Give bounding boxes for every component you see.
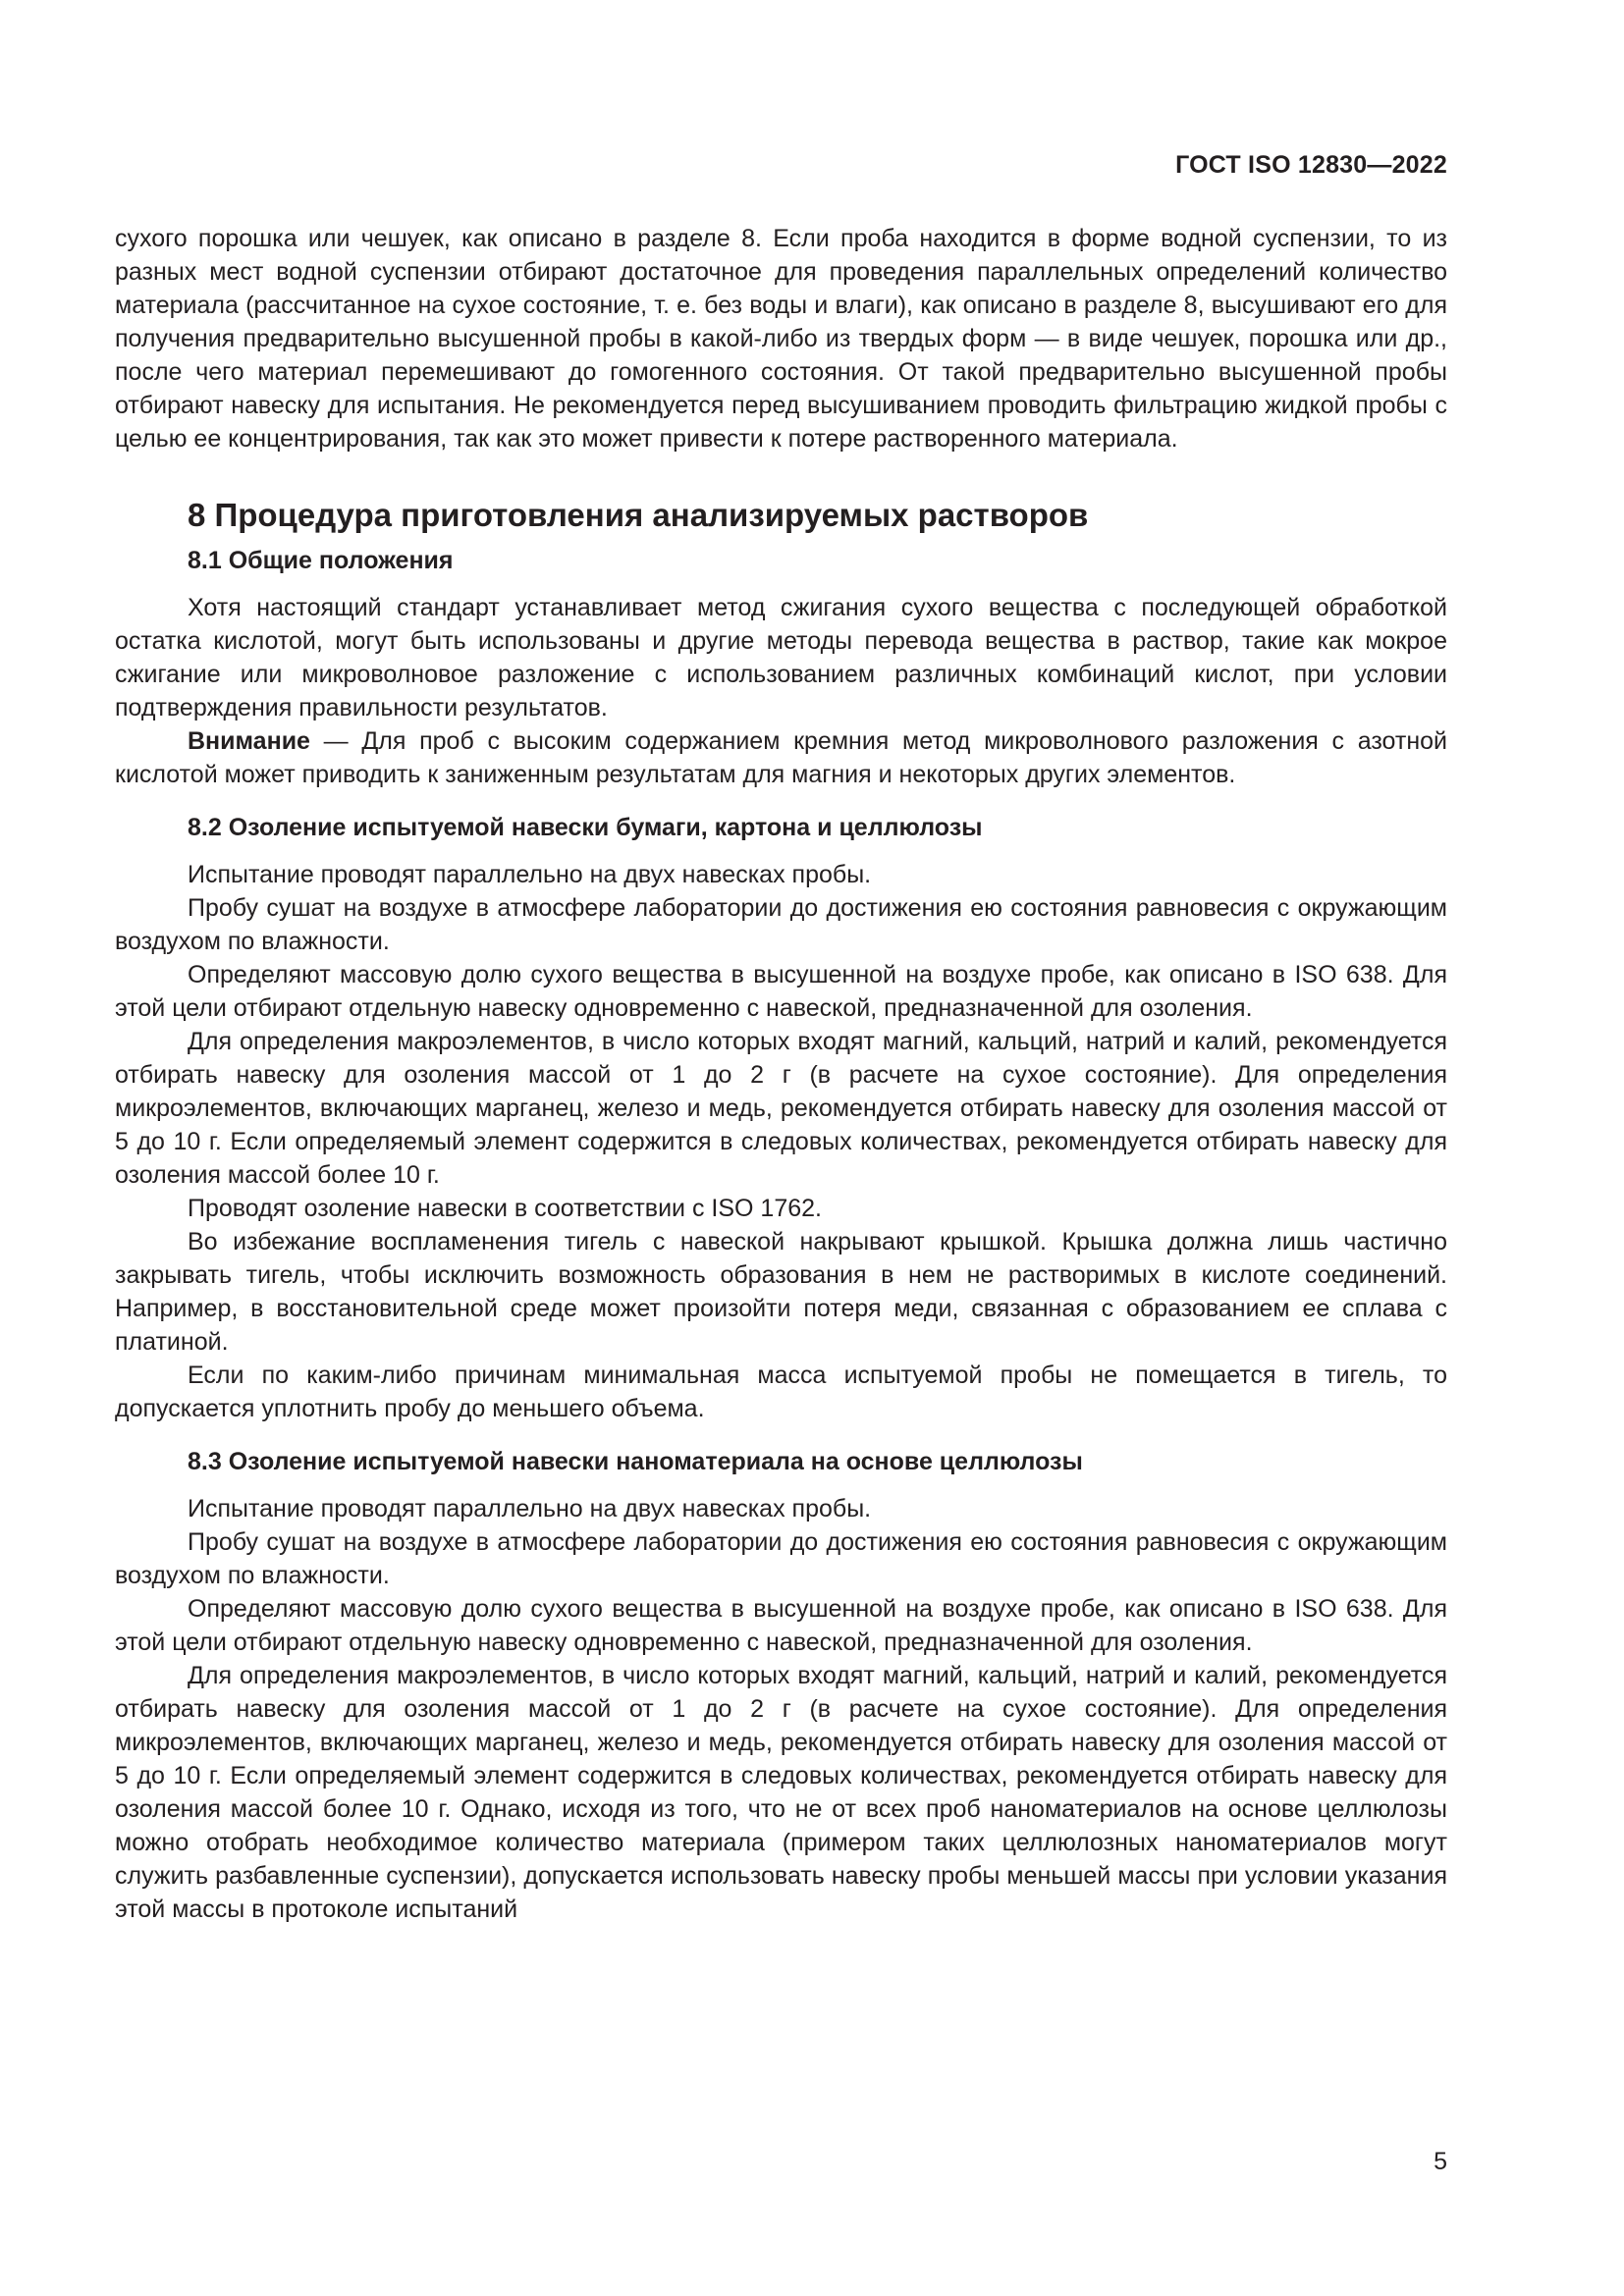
section-8-2-paragraph: Пробу сушат на воздухе в атмосфере лаборатории до достижения ею состояния равновесия с окружающим воздухом по влажности. [115,894,1447,955]
section-8-3-paragraph: Для определения макроэлементов, в число которых входят магний, кальций, натрий и калий, рекомендуется отбирать навеску для озоления массой от 1 до 2 г (в расчете на сухое состояние). Для определения микроэлементов, включающих марганец, железо и медь, рекомендуется отбирать навеску для озоления массой от 5 до 10 г. Если определяемый элемент содержится в следовых количествах, рекомендуется отбирать навеску для озоления массой более 10 г. Однако, исходя из того, что не от всех проб наноматериалов на основе целлюлозы можно отобрать необходимое количество материала (примером таких целлюлозных наноматериалов могут служить разбавленные суспензии), допускается использовать навеску пробы меньшей массы при условии указания этой массы в протоколе испытаний [115,1662,1447,1923]
section-8-3-title: 8.3 Озоление испытуемой навески наноматериала на основе целлюлозы [188,1448,1083,1475]
section-8-2-paragraph: Если по каким-либо причинам минимальная масса испытуемой пробы не помещается в тигель, то допускается уплотнить пробу до меньшего объема. [115,1362,1447,1422]
page-number: 5 [1434,2148,1447,2175]
document-body [115,222,1447,1926]
section-8-title: 8 Процедура приготовления анализируемых растворов [188,497,1089,533]
document-header: ГОСТ ISO 12830—2022 [1175,151,1447,179]
section-8-2-paragraph: Испытание проводят параллельно на двух навесках пробы. [188,861,872,888]
section-8-1-title: 8.1 Общие положения [188,547,454,574]
section-8-2-paragraph: Определяют массовую долю сухого вещества в высушенной на воздухе пробе, как описано в ISO 638. Для этой цели отбирают отдельную навеску одновременно с навеской, предназначенной для озоления. [115,961,1447,1022]
section-8-3-paragraph: Пробу сушат на воздухе в атмосфере лаборатории до достижения ею состояния равновесия с окружающим воздухом по влажности. [115,1528,1447,1589]
section-8-3-paragraph: Испытание проводят параллельно на двух навесках пробы. [188,1495,872,1522]
section-8-2-paragraph: Во избежание воспламенения тигель с навеской накрывают крышкой. Крышка должна лишь частично закрывать тигель, чтобы исключить возможность образования в нем не растворимых в кислоте соединений. Например, в восстановительной среде может произойти потеря меди, связанная с образованием ее сплава с платиной. [115,1228,1447,1356]
section-8-2-title: 8.2 Озоление испытуемой навески бумаги, картона и целлюлозы [188,814,983,841]
warning-paragraph [115,724,1447,791]
section-8-1-paragraph: Хотя настоящий стандарт устанавливает метод сжигания сухого вещества с последующей обработкой остатка кислотой, могут быть использованы и другие методы перевода вещества в раствор, такие как мокрое сжигание или микроволновое разложение с использованием различных комбинаций кислот, при условии подтверждения правильности результатов. [115,594,1447,721]
section-8-2-paragraph: Проводят озоление навески в соответствии с ISO 1762. [188,1195,822,1222]
section-8-2-paragraph: Для определения макроэлементов, в число которых входят магний, кальций, натрий и калий, рекомендуется отбирать навеску для озоления массой от 1 до 2 г (в расчете на сухое состояние). Для определения микроэлементов, включающих марганец, железо и медь, рекомендуется отбирать навеску для озоления массой от 5 до 10 г. Если определяемый элемент содержится в следовых количествах, рекомендуется отбирать навеску для озоления массой более 10 г. [115,1028,1447,1189]
warning-label: Внимание [188,727,310,755]
section-8-3-paragraph: Определяют массовую долю сухого вещества в высушенной на воздухе пробе, как описано в ISO 638. Для этой цели отбирают отдельную навеску одновременно с навеской, предназначенной для озоления. [115,1595,1447,1656]
intro-paragraph: сухого порошка или чешуек, как описано в разделе 8. Если проба находится в форме водной суспензии, то из разных мест водной суспензии отбирают достаточное для проведения параллельных определений количество материала (рассчитанное на сухое состояние, т. е. без воды и влаги), как описано в разделе 8, высушивают его для получения предварительно высушенной пробы в какой-либо из твердых форм — в виде чешуек, порошка или др., после чего материал перемешивают до гомогенного состояния. От такой предварительно высушенной пробы отбирают навеску для испытания. Не рекомендуется перед высушиванием проводить фильтрацию жидкой пробы с целью ее концентрирования, так как это может привести к потере растворенного материала. [115,225,1447,453]
warning-text: — Для проб с высоким содержанием кремния метод микроволнового разложения с азотной кислотой может приводить к заниженным результатам для магния и некоторых других элементов. [115,727,1447,788]
